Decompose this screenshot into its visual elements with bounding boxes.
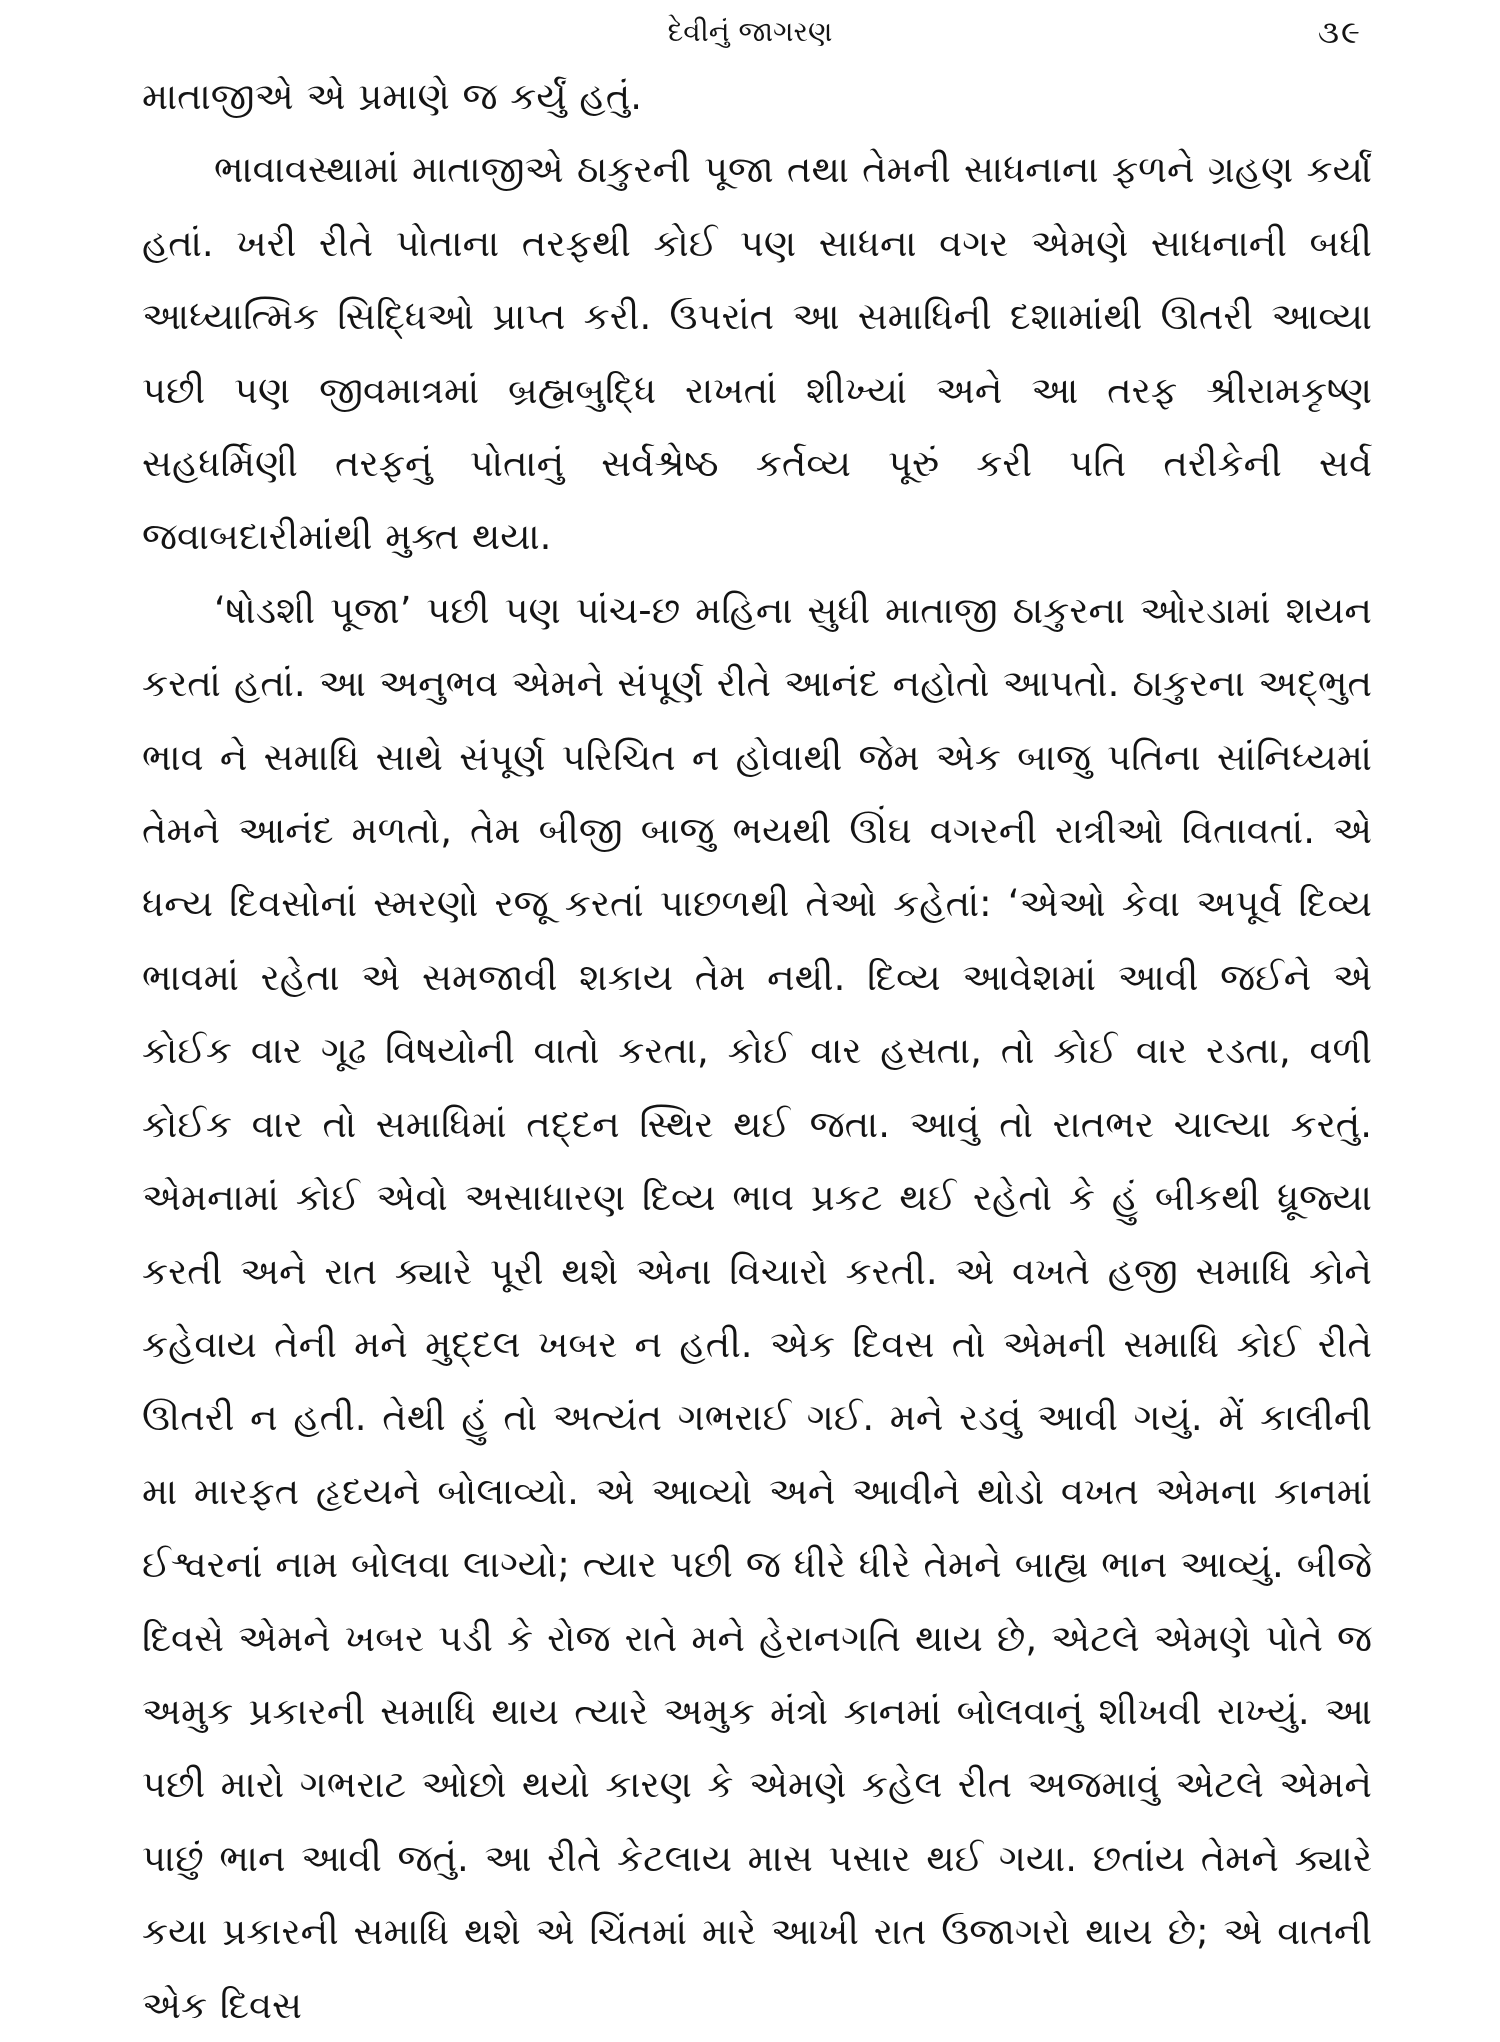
running-header — [0, 8, 1500, 58]
page-number: ૩૯ — [1317, 13, 1362, 51]
paragraph: ‘ષોડશી પૂજા’ પછી પણ પાંચ-છ મહિના સુધી માતાજી ઠાકુરના ઓરડામાં શયન કરતાં હતાં. આ અનુભવ એમને સંપૂર્ણ રીતે આનંદ નહોતો આપતો. ઠાકુરના અદ્ભુત ભાવ ને સમાધિ સાથે સંપૂર્ણ પરિચિત ન હોવાથી જેમ એક બાજુ પતિના સાંનિધ્યમાં તેમને આનંદ મળતો, તેમ બીજી બાજુ ભયથી ઊંઘ વગરની રાત્રીઓ વિતાવતાં. એ ધન્ય દિવસોનાં સ્મરણો રજૂ કરતાં પાછળથી તેઓ કહેતાં: ‘એઓ કેવા અપૂર્વ દિવ્ય ભાવમાં રહેતા એ સમજાવી શકાય તેમ નથી. દિવ્ય આવેશમાં આવી જઈને એ કોઈક વાર ગૂઢ વિષયોની વાતો કરતા, કોઈ વાર હસતા, તો કોઈ વાર રડતા, વળી કોઈક વાર તો સમાધિમાં તદ્દન સ્થિર થઈ જતા. આવું તો રાતભર ચાલ્યા કરતું. એમનામાં કોઈ એવો અસાધારણ દિવ્ય ભાવ પ્રકટ થઈ રહેતો કે હું બીકથી ધ્રૂજ્યા કરતી અને રાત ક્યારે પૂરી થશે એના વિચારો કરતી. એ વખતે હજી સમાધિ કોને કહેવાય તેની મને મુદ્દલ ખબર ન હતી. એક દિવસ તો એમની સમાધિ કોઈ રીતે ઊતરી ન હતી. તેથી હું તો અત્યંત ગભરાઈ ગઈ. મને રડવું આવી ગયું. મેં કાલીની મા મારફત હૃદયને બોલાવ્યો. એ આવ્યો અને આવીને થોડો વખત એમના કાનમાં ઈશ્વરનાં નામ બોલવા લાગ્યો; ત્યાર પછી જ ધીરે ધીરે તેમને બાહ્ય ભાન આવ્યું. બીજે દિવસે એમને ખબર પડી કે રોજ રાતે મને હેરાનગતિ થાય છે, એટલે એમણે પોતે જ અમુક પ્રકારની સમાધિ થાય ત્યારે અમુક મંત્રો કાનમાં બોલવાનું શીખવી રાખ્યું. આ પછી મારો ગભરાટ ઓછો થયો કારણ કે એમણે કહેલ રીત અજમાવું એટલે એમને પાછું ભાન આવી જતું. આ રીતે કેટલાય માસ પસાર થઈ ગયા. છતાંય તેમને ક્યારે કયા પ્રકારની સમાધિ થશે એ ચિંતમાં મારે આખી રાત ઉજાગરો થાય છે; એ વાતની એક દિવસ — [142, 588, 1372, 2027]
paragraph: ભાવાવસ્થામાં માતાજીએ ઠાકુરની પૂજા તથા તેમની સાધનાના ફળને ગ્રહણ કર્યાં હતાં. ખરી રીતે પોતાના તરફથી કોઈ પણ સાધના વગર એમણે સાધનાની બધી આધ્યાત્મિક સિદ્ધિઓ પ્રાપ્ત કરી. ઉપરાંત આ સમાધિની દશામાંથી ઊતરી આવ્યા પછી પણ જીવમાત્રમાં બ્રહ્મબુદ્ધિ રાખતાં શીખ્યાં અને આ તરફ શ્રીરામકૃષ્ણ સહધર્મિણી તરફનું પોતાનું સર્વશ્રેષ્ઠ કર્તવ્ય પૂરું કરી પતિ તરીકેની સર્વ જવાબદારીમાંથી મુક્ત થયા. — [142, 148, 1372, 559]
text-body — [142, 60, 1372, 2042]
running-title: દેવીનું જાગરણ — [667, 15, 833, 48]
paragraph-continuation: માતાજીએ એ પ્રમાણે જ કર્યું હતું. — [142, 75, 643, 118]
